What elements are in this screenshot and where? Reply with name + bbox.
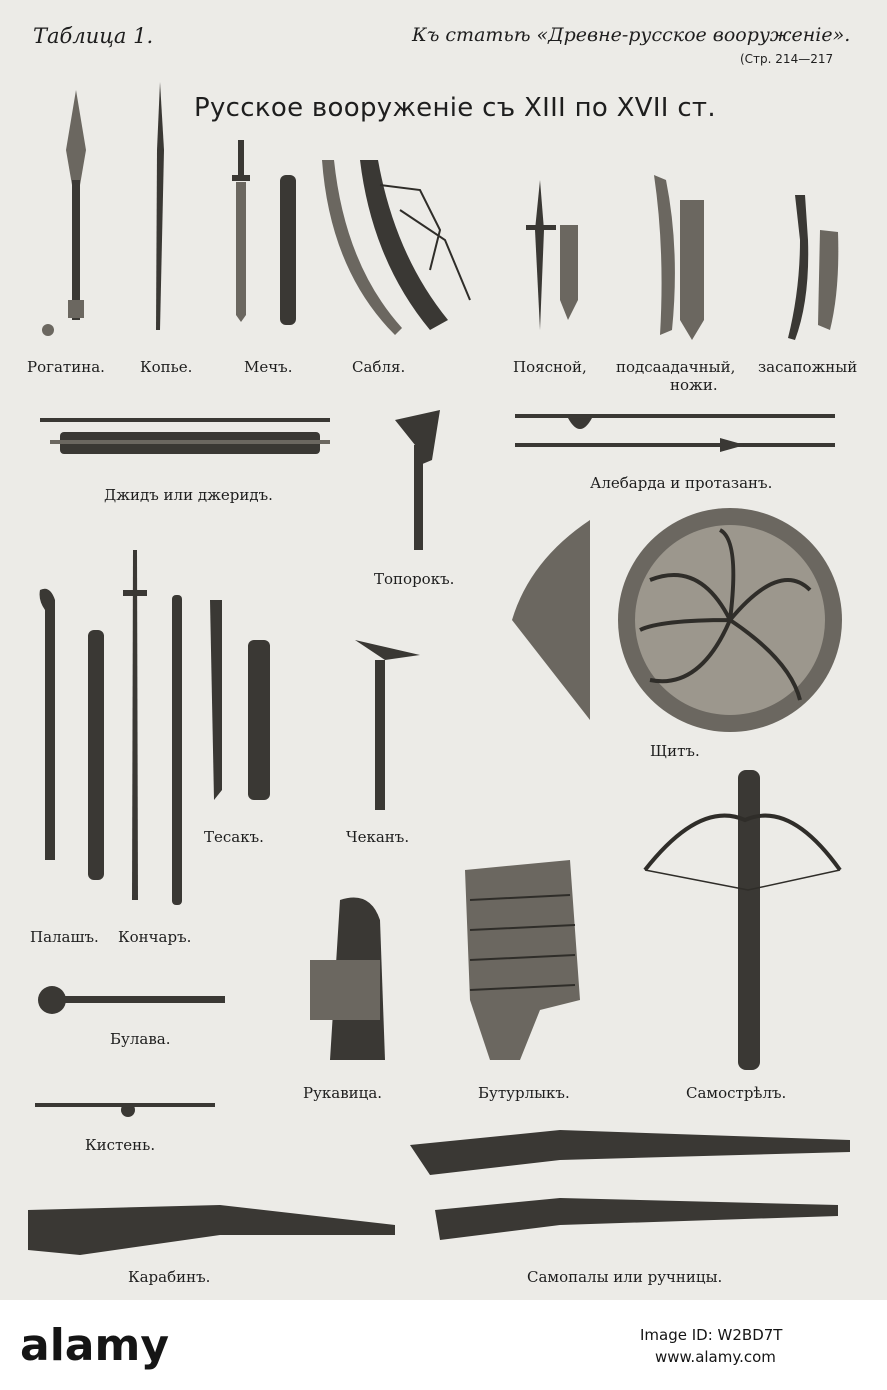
sablya-illustration (322, 160, 470, 335)
palash-konchar-illustration (40, 550, 182, 905)
caption-samopaly: Самопалы или ручницы. (527, 1268, 723, 1286)
caption-chekan: Чеканъ. (346, 828, 410, 846)
plate-title: Русское вооруженіе съ XIII по XVII ст. (194, 93, 716, 123)
caption-kopye: Копье. (140, 358, 193, 376)
mech-illustration (232, 140, 296, 325)
toporok-illustration (395, 410, 440, 550)
caption-tesak: Тесакъ. (204, 828, 264, 846)
caption-toporok: Топорокъ. (374, 570, 455, 588)
caption-samostrel: Самострѣлъ. (686, 1084, 787, 1102)
dzhid-illustration (40, 418, 330, 454)
svg-text:www.alamy.com: www.alamy.com (655, 1348, 776, 1366)
knives-illustration (526, 175, 838, 340)
alamy-logo (0, 1300, 887, 1390)
caption-poyasnoy: Поясной, (513, 358, 587, 376)
caption-palash: Палашъ. (30, 928, 99, 946)
svg-text:Image ID: W2BD7T: Image ID: W2BD7T (640, 1326, 783, 1344)
caption-karabin: Карабинъ. (128, 1268, 211, 1286)
caption-podsaadachny: подсаадачный, (616, 358, 736, 376)
caption-rogatina: Рогатина. (27, 358, 105, 376)
buturlyk-illustration (465, 860, 580, 1060)
caption-nozhi: ножи. (670, 376, 718, 394)
rukavitsa-illustration (310, 898, 385, 1061)
caption-dzhid: Джидъ или джеридъ. (104, 486, 273, 504)
tesak-illustration (210, 600, 270, 800)
alamy-footer (0, 1300, 887, 1390)
caption-sablya: Сабля. (352, 358, 406, 376)
caption-shchit: Щитъ. (650, 742, 700, 760)
caption-zasapozhny: засапожный (758, 358, 858, 376)
caption-bulava: Булава. (110, 1030, 171, 1048)
kopye-illustration (156, 82, 164, 330)
chekan-illustration (355, 640, 420, 810)
caption-kisten: Кистень. (85, 1136, 156, 1154)
rogatina-illustration (42, 90, 86, 336)
page-reference: (Стр. 214—217 (740, 52, 834, 66)
shield-illustration (512, 508, 842, 732)
karabin-illustration (28, 1205, 395, 1255)
caption-alebarda: Алебарда и протазанъ. (590, 474, 773, 492)
caption-mech: Мечъ. (244, 358, 293, 376)
article-reference: Къ статьѣ «Древне-русское вооруженіе». (412, 24, 851, 46)
samopaly-illustration (410, 1130, 850, 1240)
alebarda-illustration (515, 414, 835, 452)
kisten-illustration (35, 1103, 215, 1117)
bulava-illustration (38, 986, 225, 1014)
caption-rukavitsa: Рукавица. (303, 1084, 383, 1102)
table-number: Таблица 1. (33, 24, 154, 48)
caption-konchar: Кончаръ. (118, 928, 192, 946)
svg-text:alamy: alamy (20, 1320, 169, 1371)
caption-buturlyk: Бутурлыкъ. (478, 1084, 570, 1102)
samostrel-illustration (645, 770, 840, 1070)
